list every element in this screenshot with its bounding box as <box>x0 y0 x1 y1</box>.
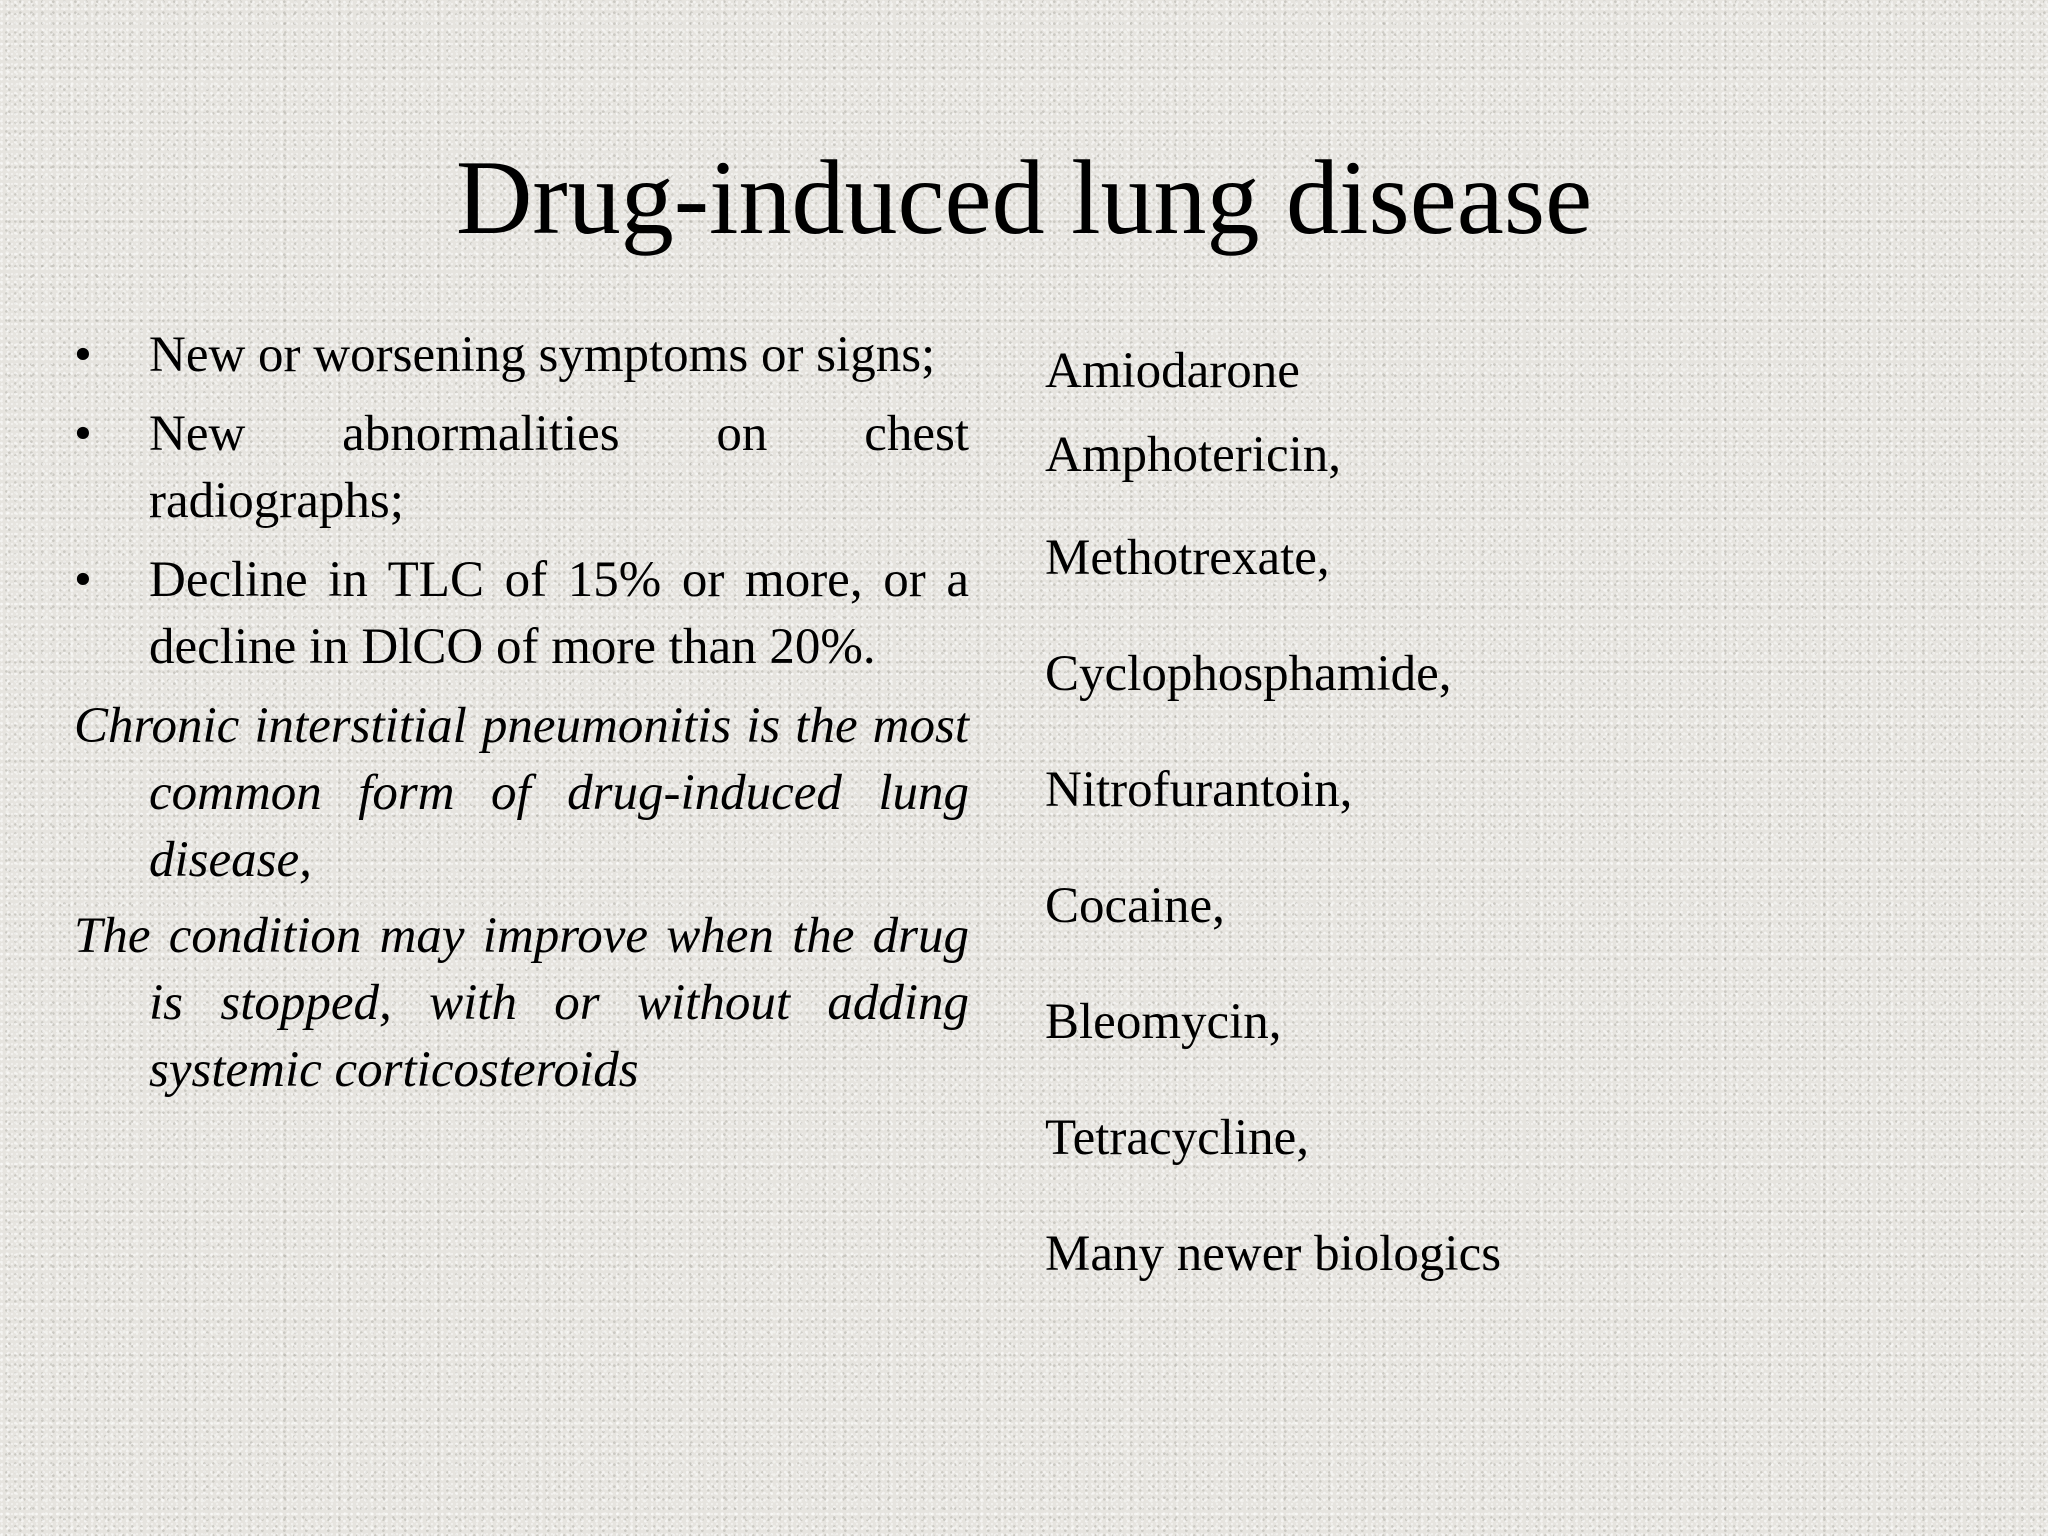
note-condition-improvement: The condition may improve when the drug is stopped, with or without adding systemic corticosteroids <box>74 908 969 1098</box>
bullet-icon: • <box>74 552 92 608</box>
drug-item: Many newer biologics <box>1045 1226 1502 1282</box>
bullet-icon: • <box>74 327 92 383</box>
drug-item: Tetracycline, <box>1045 1110 1310 1166</box>
drug-item: Nitrofurantoin, <box>1045 762 1353 818</box>
slide-title: Drug-induced lung disease <box>455 139 1593 256</box>
bullet-item <box>74 401 969 535</box>
bullet-text: Decline in TLC of 15% or more, or a decline in DlCO of more than 20%. <box>149 552 969 675</box>
note-interstitial-pneumonitis: Chronic interstitial pneumonitis is the most common form of drug-induced lung disease, <box>74 698 969 888</box>
drug-item: Methotrexate, <box>1045 530 1330 586</box>
bullet-text: New or worsening symptoms or signs; <box>149 327 936 383</box>
drug-item: Cyclophosphamide, <box>1045 646 1452 702</box>
bullet-icon: • <box>74 406 92 462</box>
bullet-item <box>74 322 969 389</box>
drug-item: Cocaine, <box>1045 878 1225 934</box>
bullet-text: New abnormalities on chest radiographs; <box>149 406 969 529</box>
drug-item: Amphotericin, <box>1045 427 1342 483</box>
drug-item: Amiodarone <box>1045 343 1300 399</box>
drug-item: Bleomycin, <box>1045 994 1282 1050</box>
criteria-column <box>74 322 969 1104</box>
bullet-item <box>74 547 969 681</box>
